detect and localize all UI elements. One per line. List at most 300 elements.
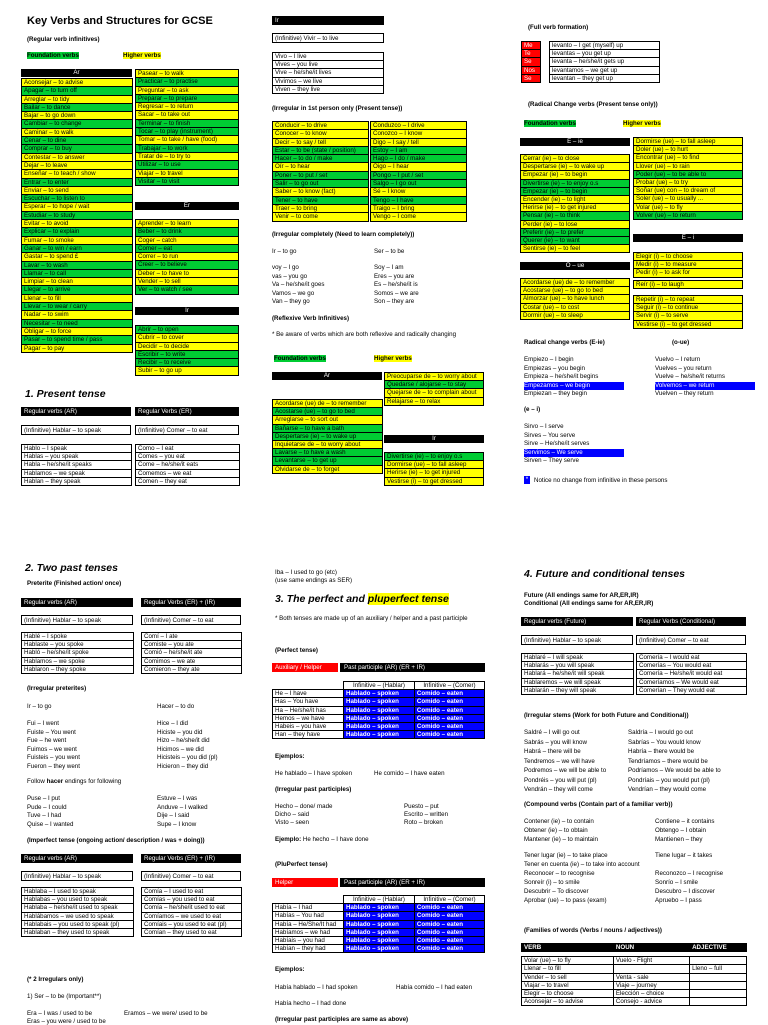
verb-cell: Relajarse – to relax: [385, 397, 484, 405]
table-row: [136, 326, 239, 334]
table-row: [136, 453, 240, 461]
verb-cell: Explicar – to explain: [22, 228, 133, 236]
pret-er-header: Regular Verbs (ER) + (IR): [141, 598, 241, 607]
list-item: Mantener (ie) – to maintain: [524, 836, 598, 843]
table-row: [22, 228, 133, 236]
conjugation-cell: Vive – he/she/it lives: [273, 69, 384, 77]
verb-cell: Comer – eat: [136, 244, 239, 252]
e-i-header: E – i: [633, 234, 743, 242]
table-row: [142, 657, 242, 665]
ejemplo-habia-comido: Había comido – I had eaten: [396, 984, 473, 991]
reflexive-ir-header: Ir: [384, 435, 484, 443]
family-cell: Vender – to sell: [522, 973, 614, 981]
e-ie-left-table: [520, 154, 630, 253]
list-item: Anduve – I walked: [157, 803, 208, 811]
table-row: [136, 228, 239, 236]
conjugation-cell: Comían – they used to eat: [142, 928, 242, 936]
verb-cell: Acostarse (ue) – to go to bed: [273, 408, 383, 416]
verb-cell: Levantarse – to get up: [273, 457, 383, 465]
verb-cell: levantan – they get up: [550, 74, 660, 82]
ejemplo-comido: He comido – I have eaten: [374, 770, 445, 777]
conjugation-cell: Hablaremos – we will speak: [522, 678, 634, 686]
auxiliary-cell: Ha – He/she/it has: [273, 706, 344, 714]
families-title: (Families of words (Verbs / nouns / adjectives)): [524, 927, 662, 934]
verb-cell: Llamar – to call: [22, 269, 133, 277]
perfect-tense-label: (Perfect tense): [275, 647, 318, 654]
verb-cell: Nadar – to swim: [22, 311, 133, 319]
vuelvo-list: [655, 356, 755, 399]
conjugation-cell: Hablábamos – we used to speak: [22, 912, 134, 920]
auxiliary-cell: Había – He/She/It had: [273, 920, 344, 928]
table-row: [385, 461, 484, 469]
list-item: Obtengo – I obtain: [655, 827, 706, 834]
list-item: Hecho – done/ made: [275, 803, 333, 810]
two-past-tenses-title: 2. Two past tenses: [25, 562, 118, 574]
sirvo-list: [524, 423, 624, 466]
list-item: Fuisteis – you went: [27, 754, 80, 761]
list-item: Supe – I know: [157, 820, 197, 828]
er-header: Er: [135, 202, 239, 210]
conjugation-cell: Comeríamos – We would eat: [637, 678, 747, 686]
ir-conjugation: [272, 264, 325, 307]
table-row: [521, 187, 630, 195]
verb-cell: Quedarse / alojarse – to stay: [385, 381, 484, 389]
table-row: [136, 269, 239, 277]
table-row: [634, 261, 743, 269]
imperfect-title: (Imperfect tense (ongoing action/ description / was + doing)): [27, 837, 205, 844]
table-row: [273, 146, 369, 154]
conjugation-cell: Comimos – we ate: [142, 657, 242, 665]
verb-cell: Escribir – to write: [136, 350, 239, 358]
verb-cell: Encender (ie) – to light: [521, 196, 630, 204]
full-formation-table: [521, 41, 660, 83]
list-item: Tuve – I had: [27, 812, 62, 819]
list-item: Servimos – We serve: [524, 449, 624, 458]
verb-cell: Inquietarse de – to worry about: [273, 441, 383, 449]
verb-cell: Pasear – to walk: [136, 70, 239, 78]
list-item: Vuelven – they return: [655, 390, 714, 397]
table-row: [22, 327, 133, 335]
family-cell: Vuelo - Flight: [613, 957, 689, 965]
table-row: [136, 236, 239, 244]
list-item: Vendrán – they will come: [524, 786, 593, 793]
comido-cell: Comido – eaten: [414, 723, 484, 731]
table-row: [273, 213, 369, 221]
table-row: [136, 286, 239, 294]
list-item: Sirves – You serve: [524, 431, 576, 439]
conjugation-cell: Hablará – he/she/it will speak: [522, 670, 634, 678]
table-row: [273, 706, 485, 714]
table-row: [637, 678, 747, 686]
ar-foundation-table: [21, 78, 133, 353]
reir-table: [633, 280, 743, 289]
table-row: [136, 220, 239, 228]
table-row: [22, 920, 134, 928]
conjugation-cell: Comió – he/she/it ate: [142, 649, 242, 657]
conjugation-cell: Comíamos – we used to eat: [142, 912, 242, 920]
table-row: [22, 244, 133, 252]
conjugation-cell: Comerían – They would eat: [637, 686, 747, 694]
verb-cell: Conozco – I know: [371, 130, 467, 138]
verb-cell: Bajar – to go down: [22, 112, 133, 120]
table-header-row: [522, 944, 747, 952]
table-row: [522, 74, 660, 82]
conjugation-cell: Come – he/she/it eats: [136, 461, 240, 469]
list-item: Sonrío – I smile: [655, 879, 698, 886]
table-row: [634, 269, 743, 277]
verb-cell: Almorzar (ue) – to have lunch: [521, 295, 630, 303]
table-row: [136, 477, 240, 485]
irregular-stems-title: (Irregular stems (Work for both Future and Conditional)): [524, 712, 689, 719]
list-item: Apruebo – I pass: [655, 897, 702, 904]
verb-cell: levantas – you get up: [550, 50, 660, 58]
verb-cell: Olvidarse de – to forget: [273, 465, 383, 473]
pronoun-cell: Se: [522, 74, 541, 82]
table-row: [136, 161, 239, 169]
table-row: [22, 912, 134, 920]
spacer-cell: [541, 58, 550, 66]
table-row: [273, 171, 369, 179]
list-item: Fuimos – we went: [27, 745, 77, 753]
era-line: Era – I was / used to be: [27, 1010, 93, 1017]
present-ar-infinitive: (Infinitive) Hablar – to speak: [21, 425, 131, 435]
table-row: [273, 723, 485, 731]
list-item: Reconozco – I recognise: [655, 870, 724, 877]
list-item: Puse – I put: [27, 795, 61, 802]
list-item: Podremos – we will be able to: [524, 767, 607, 774]
verb-cell: Vestirse (i) – to get dressed: [634, 320, 743, 328]
ir-table: [135, 325, 239, 376]
table-row: [637, 686, 747, 694]
table-row: [136, 244, 239, 252]
verb-cell: Bailar – to dance: [22, 103, 133, 111]
verb-cell: Contestar – to answer: [22, 153, 133, 161]
iba-line: Iba – I used to go (etc): [275, 569, 337, 576]
verb-cell: Deber – to have to: [136, 269, 239, 277]
table-row: [522, 998, 747, 1006]
family-cell: Lleno – full: [690, 965, 747, 973]
reflexive-higher-label: Higher verbs: [374, 355, 412, 362]
table-row: [22, 95, 133, 103]
table-row: [136, 445, 240, 453]
list-item: Pondréis – you will put (pl): [524, 776, 597, 784]
reflexive-ar-header: Ar: [272, 372, 382, 380]
list-item: Tendremos – we will have: [524, 757, 595, 765]
table-row: [521, 311, 630, 319]
verb-cell: Tratar de – to try to: [136, 152, 239, 160]
verb-cell: Probar (ue) – to try: [634, 179, 743, 187]
list-item: Es – he/she/it is: [374, 281, 418, 288]
estuve-list: [157, 795, 208, 829]
conjugation-cell: Habló – he/she/it spoke: [22, 649, 134, 657]
higher-label: Higher verbs: [123, 52, 161, 59]
list-item: Volvemos – we return: [655, 382, 755, 391]
verb-cell: Despertarse (ie) – to wake up: [273, 432, 383, 440]
table-row: [273, 408, 383, 416]
table-row: [522, 957, 747, 965]
table-row: [522, 662, 634, 670]
auxiliary-cell: Han – they have: [273, 731, 344, 739]
verb-cell: Necesitar – to need: [22, 319, 133, 327]
table-row: [22, 286, 133, 294]
comido-cell: Comido – eaten: [414, 945, 484, 953]
comido-cell: Comido – eaten: [414, 731, 484, 739]
table-row: [634, 296, 743, 304]
verb-cell: Bañarse – to have a bath: [273, 424, 383, 432]
table-row: [136, 144, 239, 152]
table-row: [273, 904, 485, 912]
table-row: [136, 367, 239, 375]
verb-cell: Pensar (ie) – to think: [521, 212, 630, 220]
pp-right-list: [404, 803, 448, 827]
table-row: [22, 137, 133, 145]
hablado-cell: Hablado – spoken: [344, 912, 415, 920]
table-row: [634, 281, 743, 289]
table-row: [22, 633, 134, 641]
hablado-cell: Hablado – spoken: [344, 937, 415, 945]
table-row: [22, 888, 134, 896]
conjugation-cell: Hablabais – you used to speak (pl): [22, 920, 134, 928]
table-row: [142, 928, 242, 936]
table-row: [22, 112, 133, 120]
list-item: Saldría – I would go out: [628, 729, 694, 736]
asterisk-marker: *: [525, 476, 529, 483]
list-item: Somos – we are: [374, 289, 419, 297]
table-row: [136, 103, 239, 111]
verb-header: VERB: [522, 944, 614, 952]
verb-cell: Preguntar – to ask: [136, 86, 239, 94]
table-row: [273, 457, 383, 465]
table-row: [22, 203, 133, 211]
verb-cell: Vender – to sell: [136, 278, 239, 286]
table-row: [521, 303, 630, 311]
regular-note: (Regular verb infinitives): [27, 36, 100, 43]
list-item: Fuiste – You went: [27, 728, 76, 736]
table-row: [521, 163, 630, 171]
pronoun-cell: Me: [522, 42, 541, 50]
table-row: [22, 79, 133, 87]
ser-to-be: Ser – to be: [374, 248, 405, 255]
e-i-right2-table: [633, 295, 743, 329]
table-row: [521, 220, 630, 228]
two-irregulars-note: (* 2 Irregulars only): [27, 976, 84, 983]
verb-cell: levanto – I get (myself) up: [550, 42, 660, 50]
verb-cell: Aconsejar – to advise: [22, 79, 133, 87]
present-tense-title: 1. Present tense: [25, 388, 106, 400]
verb-cell: Seguir (i) – to continue: [634, 304, 743, 312]
table-row: [521, 155, 630, 163]
verb-cell: Visitar – to visit: [136, 177, 239, 185]
verb-cell: Soler (ue) – to usually ...: [634, 195, 743, 203]
verb-cell: Dejar – to leave: [22, 161, 133, 169]
comido-cell: Comido – eaten: [414, 912, 484, 920]
table-row: [521, 279, 630, 287]
verb-cell: Decidir – to decide: [136, 342, 239, 350]
list-item: Fueron – they went: [27, 762, 80, 770]
verb-cell: Hago – I do / make: [371, 155, 467, 163]
irregular-first-right-table: [370, 121, 467, 222]
list-item: Habrá – there will be: [524, 748, 581, 755]
ar-higher-table: [135, 69, 239, 186]
comido-cell: Comido – eaten: [414, 706, 484, 714]
e-ie-header: E – ie: [520, 138, 630, 146]
verb-cell: Hacer – to do / make: [273, 155, 369, 163]
list-item: Empezamos – we begin: [524, 382, 624, 391]
verb-cell: Divertirse (ie) – to enjoy o.s: [521, 179, 630, 187]
list-item: Tiene lugar – it takes: [655, 852, 713, 859]
table-row: [22, 928, 134, 936]
verb-cell: Practicar – to practise: [136, 78, 239, 86]
helper-label: Helper: [272, 878, 338, 887]
verb-cell: Creer – to believe: [136, 261, 239, 269]
table-row: [522, 965, 747, 973]
rc-title: Radical change verbs (E-ie): [524, 339, 605, 346]
pret-ar-infinitive: (Infinitive) Hablar – to speak: [21, 615, 133, 625]
conjugation-cell: Hablabas – you used to speak: [22, 896, 134, 904]
verb-cell: Estoy – I am: [371, 146, 467, 154]
ir-to-go-pret: Ir – to go: [27, 703, 52, 710]
puse-list: [27, 795, 73, 829]
verb-cell: Comprar – to buy: [22, 145, 133, 153]
table-row: [371, 180, 467, 188]
family-cell: Llenar – to fill: [522, 965, 614, 973]
list-item: Sonreír (i) – to smile: [524, 879, 580, 886]
table-row: [136, 177, 239, 185]
hablado-cell: Hablado – spoken: [344, 706, 415, 714]
table-row: [22, 303, 133, 311]
table-row: [634, 195, 743, 203]
conjugation-cell: Habla – he/she/it speaks: [22, 461, 132, 469]
table-row: [136, 461, 240, 469]
verb-cell: Regresar – to return: [136, 103, 239, 111]
verb-cell: Herirse (ie) – to get injured: [521, 204, 630, 212]
perfect-title-b: pluperfect tense: [367, 593, 449, 605]
e-i-table: [633, 252, 743, 278]
table-row: [273, 449, 383, 457]
hablado-cell: Hablado – spoken: [344, 945, 415, 953]
o-ue-table: [520, 278, 630, 320]
table-row: [273, 138, 369, 146]
ejemplos2-label: Ejemplos:: [275, 966, 305, 973]
imp-er-header: Regular Verbs (ER) + (IR): [141, 854, 241, 863]
table-row: [371, 171, 467, 179]
list-item: Hicisteis – you did (pl): [157, 754, 218, 761]
verb-cell: Tener – to have: [273, 196, 369, 204]
verb-cell: Arreglarse – to sort out: [273, 416, 383, 424]
verb-cell: Venir – to come: [273, 213, 369, 221]
table-row: [22, 469, 132, 477]
table-row: [22, 120, 133, 128]
conjugation-cell: Comerías – You would eat: [637, 662, 747, 670]
plup-pp-label: Past participle (AR) (ER + IR): [340, 878, 485, 887]
table-row: [22, 211, 133, 219]
list-item: Sabrías – You would know: [628, 738, 701, 746]
hice-list: [157, 720, 218, 771]
perfect-title-a: 3. The perfect and: [275, 593, 368, 605]
irregular-first-person-text: (Irregular in 1st person only (Present tense)): [272, 105, 403, 112]
infinitive-comer-header: Infinitive – (Comer): [414, 896, 484, 904]
verb-cell: Querer (ie) – to want: [521, 237, 630, 245]
table-row: [634, 203, 743, 211]
list-item: Hizo – he/she/it did: [157, 737, 210, 744]
list-item: Pude – I could: [27, 803, 67, 811]
table-row: [371, 130, 467, 138]
verb-cell: Abrir – to open: [136, 326, 239, 334]
auxiliary-cell: Hemos – we have: [273, 714, 344, 722]
list-item: Vendrían – they would come: [628, 786, 707, 793]
verb-cell: Vestirse (i) – to get dressed: [385, 477, 484, 485]
conjugation-cell: Vivo – I live: [273, 53, 384, 61]
verb-cell: Herirse (ie) – to get injured: [385, 469, 484, 477]
table-row: [142, 896, 242, 904]
conjugation-cell: Viven – they live: [273, 85, 384, 93]
infinitive-hablar-header: Infinitive – (Hablar): [344, 896, 415, 904]
verb-cell: Salgo – I go out: [371, 180, 467, 188]
list-item: Son – they are: [374, 298, 415, 305]
pret-ar-header: Regular verbs (AR): [21, 598, 133, 607]
reflexive-note: * Be aware of verbs which are both reflexive and radically changing: [272, 331, 457, 338]
table-row: [273, 77, 384, 85]
hacer-to-do: Hacer – to do: [157, 703, 195, 710]
table-row: [385, 477, 484, 485]
full-formation-title: (Full verb formation): [528, 24, 589, 31]
spacer-cell: [541, 50, 550, 58]
table-row: [371, 155, 467, 163]
family-cell: [690, 998, 747, 1006]
eras-line: Eras – you were / used to be: [27, 1018, 106, 1025]
table-row: [136, 261, 239, 269]
family-cell: Consejo - advice: [613, 998, 689, 1006]
comido-cell: Comido – eaten: [414, 920, 484, 928]
verb-cell: Dormir (ue) – to sleep: [521, 311, 630, 319]
verb-cell: Costar (ue) – to cost: [521, 303, 630, 311]
list-item: Aprobar (ue) – to pass (exam): [524, 897, 607, 904]
conjugation-cell: Comíais – you used to eat (pl): [142, 920, 242, 928]
family-cell: Viaje – journey: [613, 981, 689, 989]
list-item: Vamos – we go: [272, 289, 315, 297]
table-row: [136, 86, 239, 94]
verb-cell: Reír (i) – to laugh: [634, 281, 743, 289]
table-row: [522, 981, 747, 989]
adjective-header: ADJECTIVE: [690, 944, 747, 952]
conjugation-cell: Hablaré – I will speak: [522, 654, 634, 662]
table-row: [371, 213, 467, 221]
family-cell: [690, 973, 747, 981]
ejemplo-hablado: He hablado – I have spoken: [275, 770, 353, 777]
irregular-pp-title: (Irregular past participles): [275, 786, 352, 793]
conjugation-cell: Vivimos – we live: [273, 77, 384, 85]
imp-er-table: [141, 887, 242, 937]
table-row: [22, 649, 134, 657]
vivir-table: [272, 52, 384, 94]
table-row: [142, 912, 242, 920]
family-cell: [690, 981, 747, 989]
e-ie-right-table: [633, 137, 743, 220]
list-item: Sirven – They serve: [524, 457, 579, 464]
verb-cell: Despertarse (ie) – to wake up: [521, 163, 630, 171]
table-row: [22, 477, 132, 485]
table-row: [136, 350, 239, 358]
follow-hacer-note: Follow hacer endings for following: [27, 778, 122, 785]
list-item: Empiezan – they begin: [524, 390, 587, 397]
reflexive-right-ir-table: [384, 452, 484, 486]
list-item: Hicieron – they did: [157, 762, 209, 770]
reflexive-title: (Reflexive Verb Infinitives): [272, 315, 350, 322]
rc-title-oue: (o-ue): [672, 339, 690, 346]
conjugation-cell: Comía – I used to eat: [142, 888, 242, 896]
list-item: Hiciste – you did: [157, 728, 203, 736]
table-row: [142, 904, 242, 912]
